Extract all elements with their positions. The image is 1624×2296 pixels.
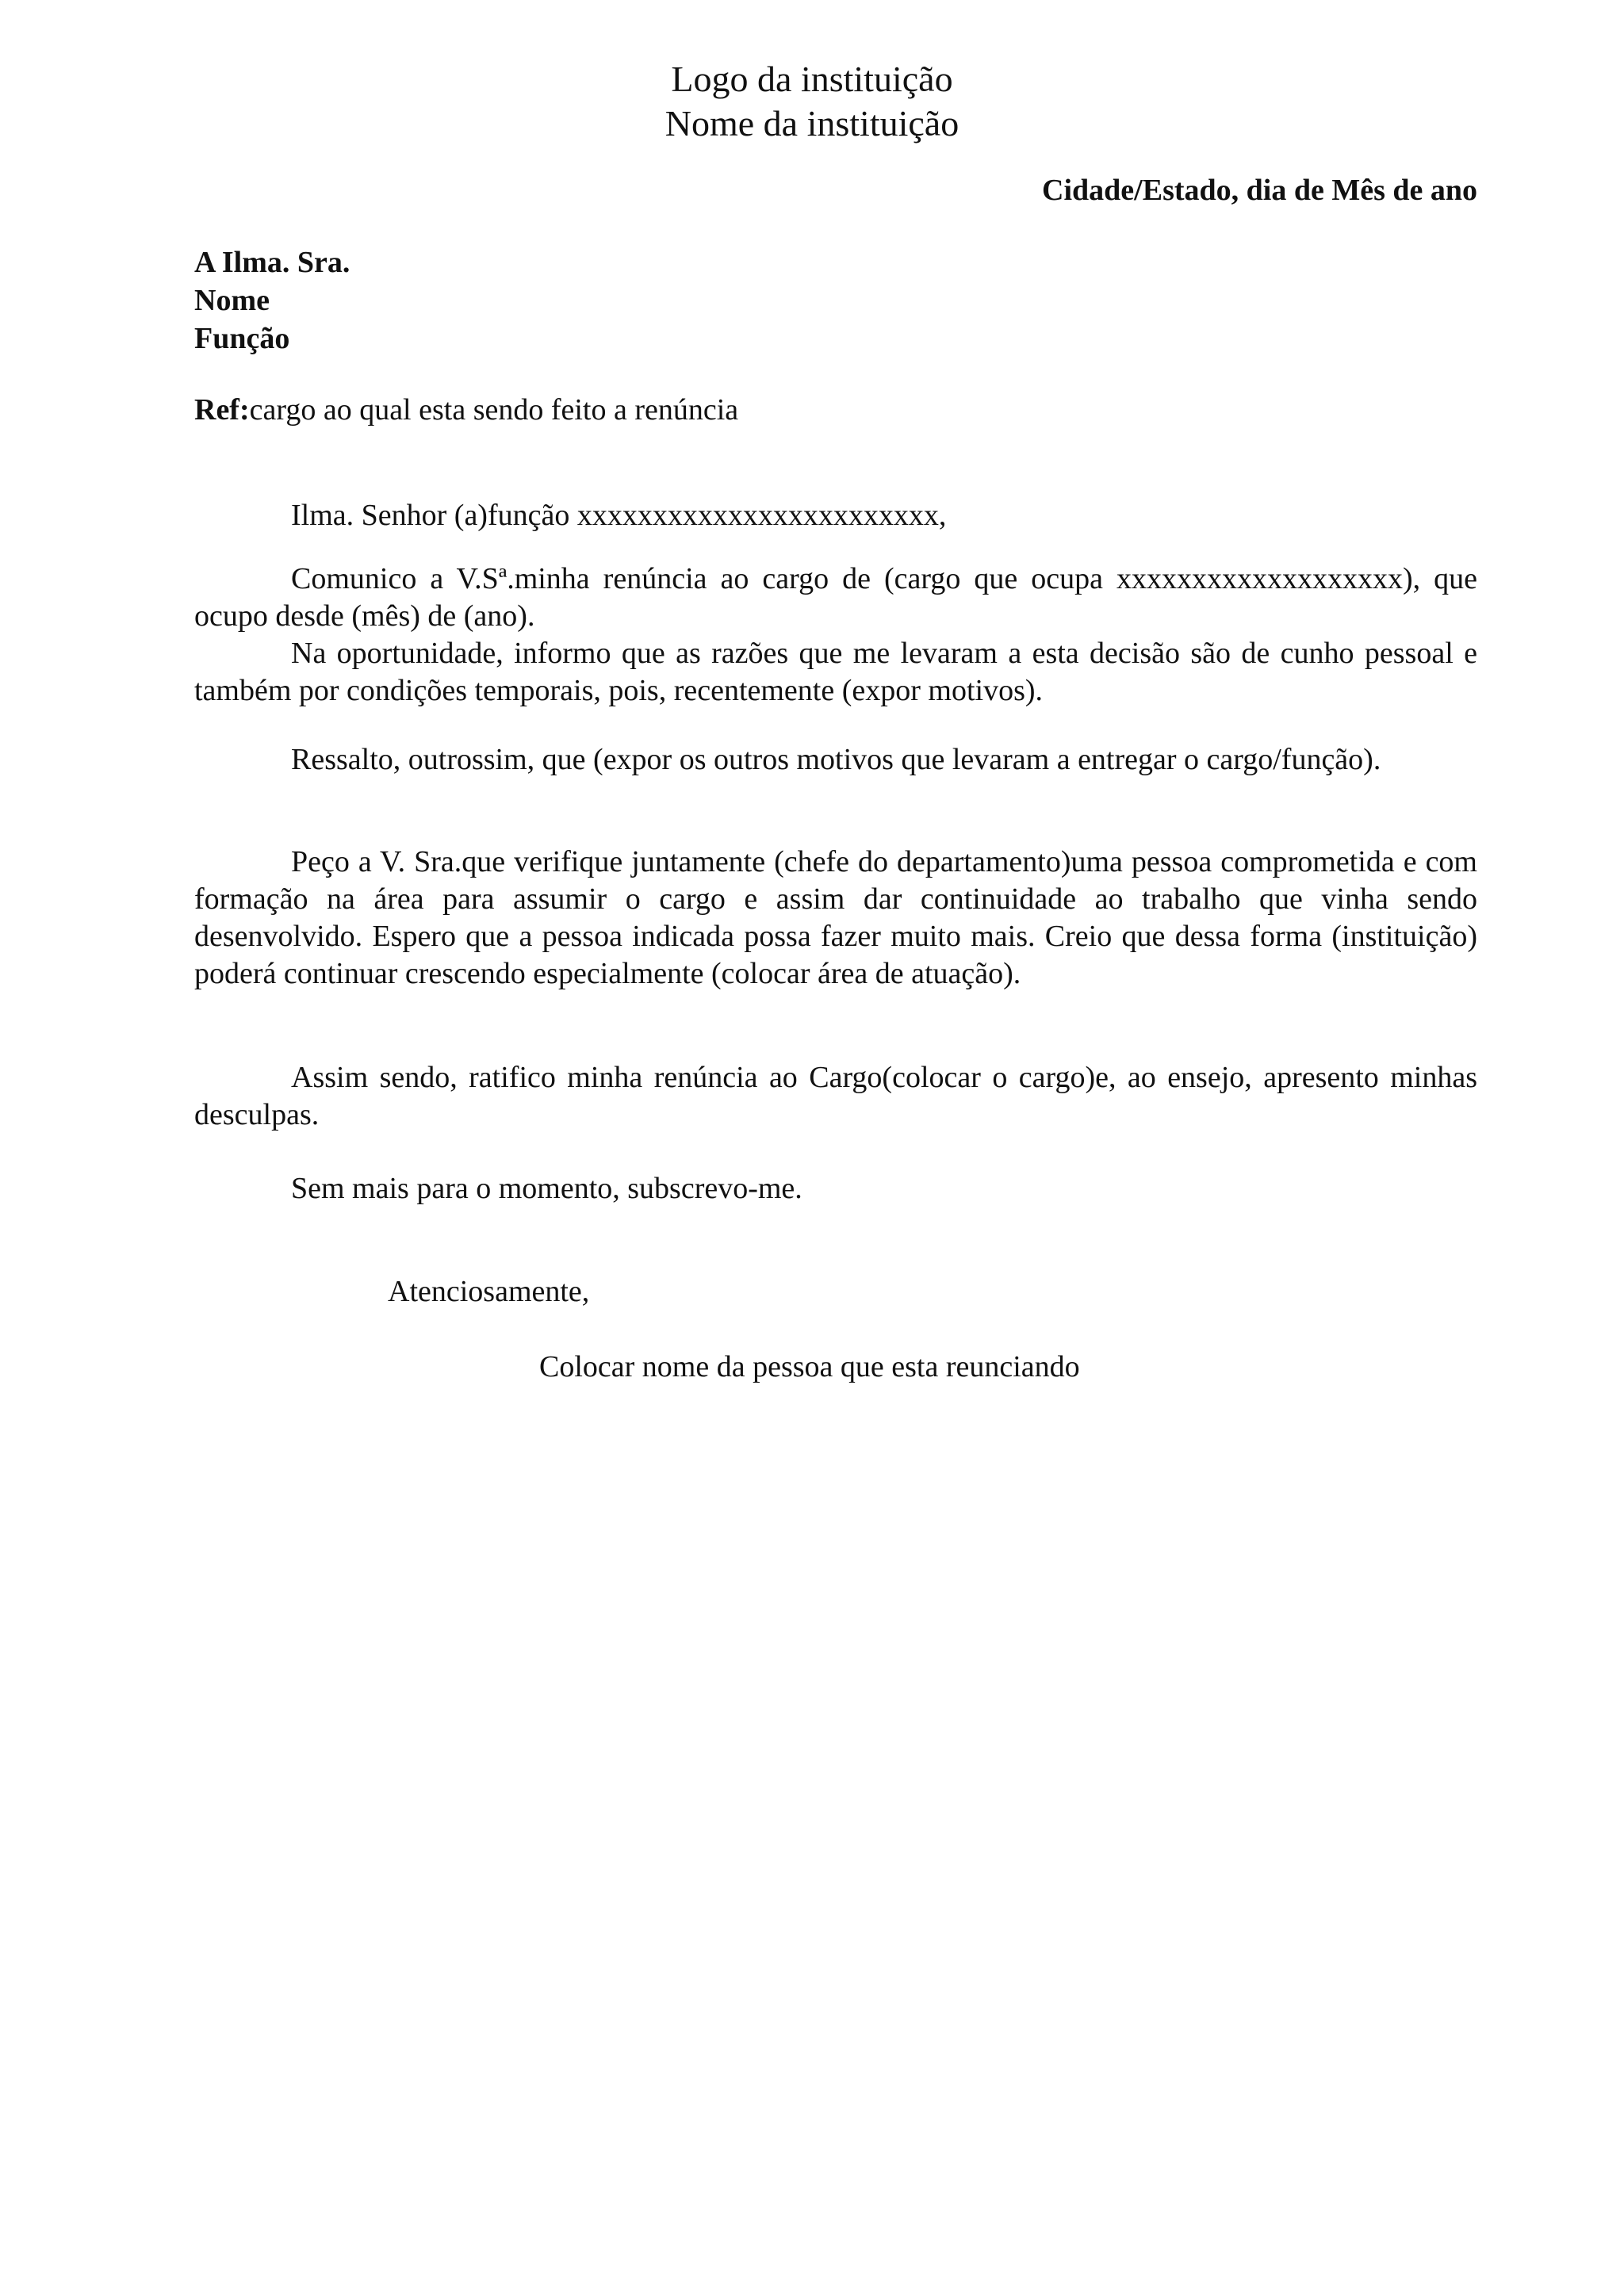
paragraph-1 xyxy=(194,561,1477,635)
closing-line xyxy=(194,1170,1477,1207)
paragraph-text: Na oportunidade, informo que as razões que me levaram a esta decisão são de cunho pessoal e também por condições temporais, pois, recentemente (expor motivos). xyxy=(194,637,1477,707)
recipient-title: A Ilma. Sra. xyxy=(194,246,350,279)
paragraph-3 xyxy=(194,741,1477,779)
salutation xyxy=(194,497,1477,534)
recipient-name: Nome xyxy=(194,284,270,317)
paragraph-text: Peço a V. Sra.que verifique juntamente (chefe do departamento)uma pessoa comprometida e com formação na área para assumir o cargo e assim dar continuidade ao trabalho que vinha sendo desenvolvido. Espero que a pessoa indicada possa fazer muito mais. Creio que dessa forma (instituição) poderá continuar crescendo especialmente (colocar área de atuação). xyxy=(194,845,1477,990)
reference-line xyxy=(194,391,738,429)
paragraph-2 xyxy=(194,635,1477,710)
reference-text: cargo ao qual esta sendo feito a renúncia xyxy=(249,393,739,427)
date-line: Cidade/Estado, dia de Mês de ano xyxy=(1042,174,1477,207)
signature-name: Colocar nome da pessoa que esta reunciando xyxy=(539,1350,1080,1383)
paragraph-4 xyxy=(194,844,1477,993)
paragraph-text: Comunico a V.Sª.minha renúncia ao cargo de (cargo que ocupa xxxxxxxxxxxxxxxxxxx), que ocupo desde (mês) de (ano). xyxy=(194,562,1477,633)
paragraph-text: Ressalto, outrossim, que (expor os outros motivos que levaram a entregar o cargo/função). xyxy=(291,743,1381,776)
reference-label: Ref: xyxy=(194,393,250,427)
institution-name: Nome da instituição xyxy=(665,103,959,144)
paragraph-text: Assim sendo, ratifico minha renúncia ao Cargo(colocar o cargo)e, ao ensejo, apresento minhas desculpas. xyxy=(194,1061,1477,1131)
recipient-block xyxy=(194,243,350,358)
recipient-role: Função xyxy=(194,322,290,355)
closing-text: Sem mais para o momento, subscrevo-me. xyxy=(291,1172,802,1205)
institution-logo-placeholder: Logo da instituição xyxy=(671,59,953,99)
paragraph-5 xyxy=(194,1059,1477,1134)
regards-line: Atenciosamente, xyxy=(388,1275,590,1308)
salutation-text: Ilma. Senhor (a)função xxxxxxxxxxxxxxxxxxxxxxxx, xyxy=(291,499,947,532)
